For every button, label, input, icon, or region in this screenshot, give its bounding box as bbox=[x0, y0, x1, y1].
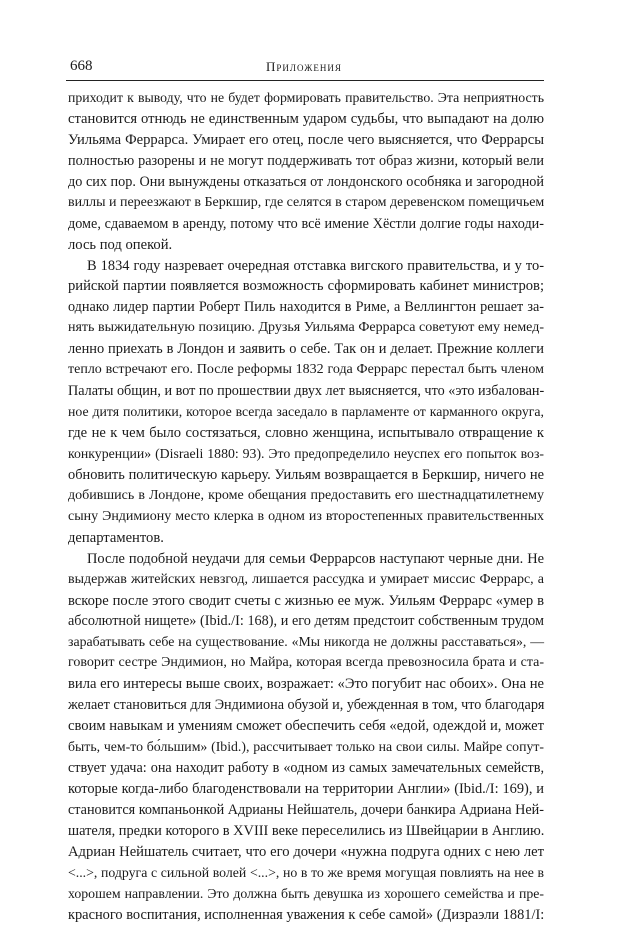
text-line: вскоре после этого сводит счеты с жизнью ее муж. Уильям Феррарс «умер в bbox=[68, 592, 544, 609]
text-line: доме, сдаваемом в аренду, потому что всё имение Хёстли долгие годы находи- bbox=[68, 215, 544, 232]
text-line: тепло встречают его. После реформы 1832 года Феррарс перестал быть членом bbox=[68, 362, 544, 378]
text-line: ное дитя политики, которое всегда заседало в парламенте от карманного округа, bbox=[68, 404, 544, 420]
paragraph-3 bbox=[68, 549, 544, 926]
text-line: В 1834 году назревает очередная отставка вигского правительства, и у то- bbox=[87, 257, 544, 274]
text-line: ствует удача: она находит работу в «одном из самых замечательных семейств, bbox=[68, 760, 544, 776]
text-line: становится компаньонкой Адрианы Нейшатель, дочери банкира Адриана Ней- bbox=[68, 801, 544, 818]
text-line: Палаты общин, и вот по прошествии двух лет выясняется, что «это избалован- bbox=[68, 383, 545, 400]
text-line: выдержав житейских невзгод, лишается рассудка и умирает миссис Феррарс, а bbox=[68, 571, 544, 587]
text-line: хорошем направлении. Это должна быть девушка из хорошего семейства и пре- bbox=[68, 885, 544, 901]
text-line: виллы и переезжают в Беркшир, где селятся в старом деревенском помещичьем bbox=[68, 194, 545, 210]
paragraph-1 bbox=[68, 88, 544, 256]
text-line: шателя, предки которого в XVIII веке переселились из Швейцарии в Англию. bbox=[68, 822, 545, 839]
text-line: своим навыкам и умениям сможет обеспечить себя «едой, одеждой и, может bbox=[68, 718, 544, 735]
page-header bbox=[66, 58, 544, 78]
text-line: становится отнюдь не единственным ударом судьбы, что выпадают на долю bbox=[68, 110, 544, 127]
text-line: ленно приехать в Лондон и заявить о себе. Так он и делает. Прежние коллеги bbox=[68, 341, 544, 358]
text-line: приходит к выводу, что не будет формировать правительство. Эта неприятность bbox=[68, 90, 544, 105]
text-line: желает становиться для Эндимиона обузой и, убежденная в том, что благодаря bbox=[68, 697, 545, 714]
text-line: сыну Эндимиону место клерка в одном из второстепенных правительственных bbox=[68, 508, 544, 524]
text-line: нять выжидательную позицию. Друзья Уильяма Феррарса советуют ему немед- bbox=[68, 320, 544, 336]
text-line: говорит сестре Эндимион, но Майра, которая всегда превозносила брата и ста- bbox=[68, 655, 544, 671]
text-line: вила его интересы выше своих, возражает: «Это погубит нас обоих». Она не bbox=[68, 676, 544, 693]
text-line: полностью разорены и не могут поддерживать тот образ жизни, который вели bbox=[68, 152, 544, 169]
page-number: 668 bbox=[70, 58, 93, 74]
text-line: обновить политическую карьеру. Уильям возвращается в Беркшир, ничего не bbox=[68, 466, 544, 483]
text-line: до сих пор. Они вынуждены отказаться от лондонского особняка и загородной bbox=[68, 173, 544, 190]
text-line: красного воспитания, исполненная уважения к себе самой» (Дизраэли 1881/I: bbox=[68, 906, 545, 923]
text-line: лось под опекой. bbox=[68, 236, 173, 253]
text-line: где не к чем было состязаться, словно женщина, испытывало отвращение к bbox=[68, 425, 544, 441]
text-line: <...>, подруга с сильной волей <...>, но в то же время могущая повлиять на нее в bbox=[68, 864, 544, 880]
paragraph-2 bbox=[68, 256, 544, 549]
text-line: рийской партии появляется возможность сформировать кабинет министров; bbox=[68, 278, 544, 295]
text-line: зарабатывать себе на существование. «Мы никогда не должны расставаться», — bbox=[68, 634, 544, 650]
text-line: абсолютной нищете» (Ibid./I: 168), и его детям предстоит собственным трудом bbox=[68, 613, 544, 630]
text-line: департаментов. bbox=[68, 529, 164, 546]
text-line: добившись в Лондоне, кроме обещания предоставить его шестнадцатилетнему bbox=[68, 487, 544, 503]
running-head: Приложения bbox=[266, 59, 342, 74]
text-line: Адриан Нейшатель считает, что его дочери «нужна подруга одних с нею лет bbox=[68, 843, 544, 860]
text-line: После подобной неудачи для семьи Феррарсов наступают черные дни. Не bbox=[87, 550, 544, 567]
text-line: конкуренции» (Disraeli 1880: 93). Это предопределило неуспех его попыток воз- bbox=[68, 445, 544, 461]
text-line: быть, чем-то бо́льшим» (Ibid.), рассчитывает только на свои силы. Майре сопут- bbox=[68, 739, 544, 755]
header-rule bbox=[66, 80, 544, 81]
text-line: которые когда-либо благоденствовали на территории Англии» (Ibid./I: 169), и bbox=[68, 780, 544, 797]
text-line: Уильяма Феррарса. Умирает его отец, после чего выясняется, что Феррарсы bbox=[68, 131, 544, 148]
text-line: однако лидер партии Роберт Пиль находится в Риме, а Веллингтон решает за- bbox=[68, 299, 544, 316]
